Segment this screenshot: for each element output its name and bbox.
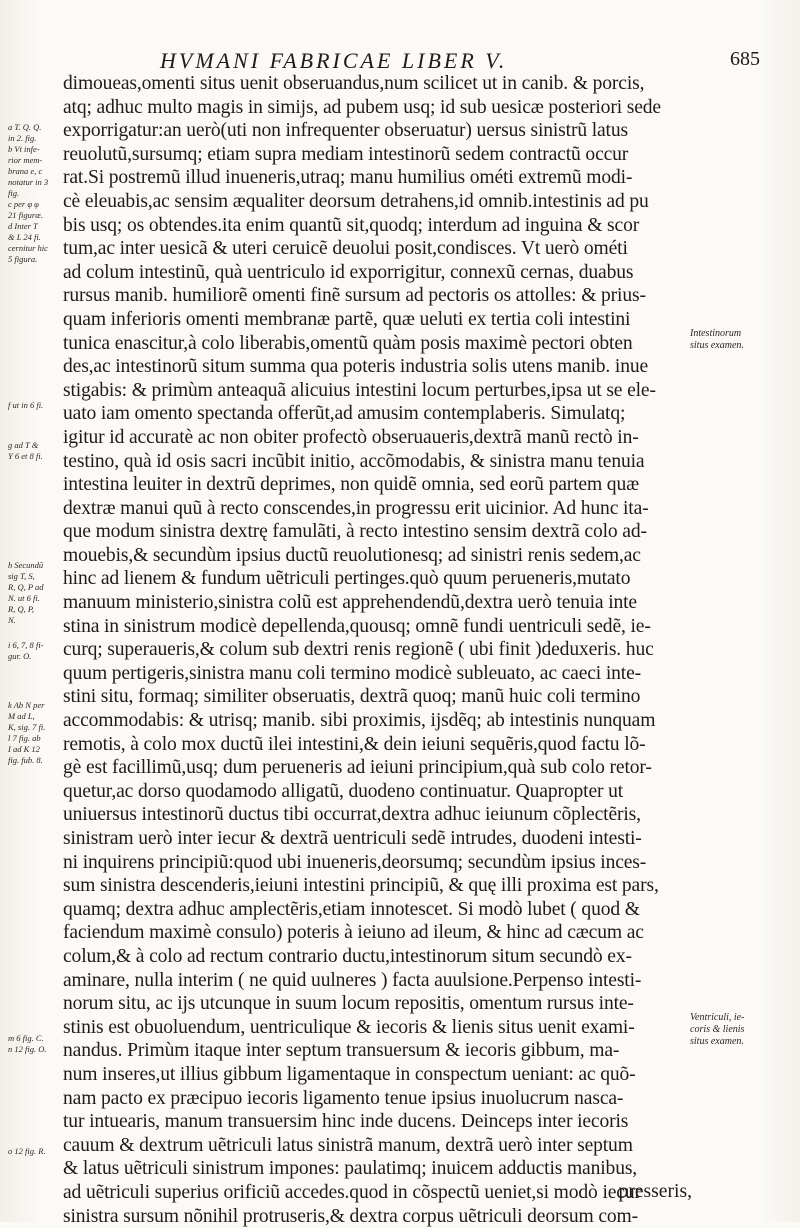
page-number: 685 — [730, 48, 760, 71]
text-line: rat.Si postremũ illud inueneris,utraq; manu humilius ométi extremũ modi- — [63, 166, 685, 190]
text-line: accommodabis: & utrisq; manib. sibi proximis, ijsdẽq; ab intestinis nunquam — [63, 709, 685, 733]
text-line: igitur id accuratè ac non obiter profectò obseruaueris,dextrã manũ rectò in- — [63, 426, 685, 450]
text-line: curq; superaueris,& colum sub dextri renis regionẽ ( ubi finit )deduxeris. huc — [63, 638, 685, 662]
text-line: uato iam omento spectanda offerũt,ad amusim contemplaberis. Simulatq; — [63, 402, 685, 426]
running-head: HVMANI FABRICAE LIBER V. — [160, 48, 507, 74]
text-line: des,ac intestinorũ situm summa qua poteris industria solis utens manib. inue — [63, 355, 685, 379]
text-line: nandus. Primùm itaque inter septum transuersum & iecoris gibbum, ma- — [63, 1039, 685, 1063]
text-line: norum situ, ac ijs utcunque in suum locum repositis, omentum rursus inte- — [63, 992, 685, 1016]
text-line: cè eleuabis,ac sensim æqualiter deorsum detrahens,id omnib.intestinis ad pu — [63, 190, 685, 214]
text-line: tunica enascitur,à colo liberabis,omentũ quàm posis maximè pectori obten — [63, 332, 685, 356]
text-line: que modum sinistra dextrę famulãti, à recto intestino sensim dextrã colo ad- — [63, 520, 685, 544]
text-line: num inseres,ut illius gibbum ligamentaque in conspectum ueniant: ac quõ- — [63, 1063, 685, 1087]
text-line: atq; adhuc multo magis in simijs, ad pubem usq; id sub uesicæ posteriori sede — [63, 96, 685, 120]
text-line: gè est facillimũ,usq; dum perueneris ad ieiuni principium,quà sub colo retor- — [63, 756, 685, 780]
text-line: hinc ad lienem & fundum uẽtriculi pertinges.quò quum perueneris,mutato — [63, 567, 685, 591]
right-marginal-note: Ventriculi, ie- coris & lienis situs examen. — [690, 1012, 790, 1048]
left-marginal-note: k Ab N per M ad L, K, sig. 7 fi. l 7 fig. ab I ad K 12 fig. fub. 8. — [8, 700, 62, 766]
text-line: dimoueas,omenti situs uenit obseruandus,num scilicet ut in canib. & porcis, — [63, 72, 685, 96]
text-line: nam pacto ex præcipuo iecoris ligamento tenue ipsius inuolucrum nasca- — [63, 1087, 685, 1111]
text-line: reuolutũ,sursumq; etiam supra mediam intestinorũ sedem contractũ occur — [63, 143, 685, 167]
left-marginal-note: a T. Q. Q. in 2. fig. b Vt infe- rior mem- brana e, c notatur in 3 fig. c per φ φ 21 figuræ. d Inter T & L 24 fi. cernitur hic 5 figura. — [8, 122, 62, 265]
text-line: tum,ac inter uesicã & uteri ceruicẽ deuolui posit,condisces. Vt uerò ométi — [63, 237, 685, 261]
text-line: tur intuearis, manum transuersim hinc inde ducens. Deinceps inter iecoris — [63, 1110, 685, 1134]
text-line: faciendum maximè consulo) poteris à ieiuno ad ileum, & hinc ad cæcum ac — [63, 921, 685, 945]
text-line: mouebis,& secundùm ipsius ductũ reuolutionesq; ad sinistri renis sedem,ac — [63, 544, 685, 568]
text-line: intestina leuiter in dextrũ deprimes, non quidẽ omnia, sed eorũ partem quæ — [63, 473, 685, 497]
text-line: stigabis: & primùm anteaquã alicuius intestini locum perturbes,ipsa ut se ele- — [63, 379, 685, 403]
text-line: sum sinistra descenderis,ieiuni intestini principiũ, & quę illi proxima est pars, — [63, 874, 685, 898]
text-line: aminare, nulla interim ( ne quid uulneres ) facta auulsione.Perpenso intesti- — [63, 969, 685, 993]
text-line: stinis est obuoluendum, uentriculique & iecoris & lienis situs uenit exami- — [63, 1016, 685, 1040]
text-line: sinistram uerò inter iecur & dextrã uentriculi sedẽ intrudes, duodeni intesti- — [63, 827, 685, 851]
text-line: stini situ, formaq; similiter obseruatis, dextrã quoq; manũ huic coli termino — [63, 685, 685, 709]
text-line: colum,& à colo ad rectum contrario ductu,intestinorum situm secundò ex- — [63, 945, 685, 969]
left-marginal-note: o 12 fig. R. — [8, 1146, 62, 1157]
text-line: rursus manib. humiliorẽ omenti finẽ sursum ad pectoris os attolles: & prius- — [63, 284, 685, 308]
text-line: stina in sinistrum modicè depellenda,quousq; omnẽ fundi uentriculi sedẽ, ie- — [63, 615, 685, 639]
left-marginal-note: i 6, 7, 8 fi- gur. O. — [8, 640, 62, 662]
left-marginal-note: g ad T & Y 6 et 8 fi. — [8, 440, 62, 462]
text-line: sinistra sursum nõnihil protruseris,& dextra corpus uẽtriculi deorsum com- — [63, 1205, 685, 1228]
left-marginal-note: m 6 fig. C. n 12 fig. O. — [8, 1033, 62, 1055]
text-line: cauum & dextrum uẽtriculi latus sinistrã manum, dextrã uerò inter septum — [63, 1134, 685, 1158]
text-line: exporrigatur:an uerò(uti non infrequenter obseruatur) uersus sinistrũ latus — [63, 119, 685, 143]
text-line: remotis, à colo mox ductũ ilei intestini,& dein ieiuni sequẽris,quod factu lõ- — [63, 733, 685, 757]
left-marginal-note: h Secundũ sig T, S, R, Q, P ad N. ut 6 fi. R, Q, P, N. — [8, 560, 62, 626]
text-line: ni inquirens principiũ:quod ubi inueneris,deorsumq; secundùm ipsius inces- — [63, 851, 685, 875]
body-text — [63, 72, 685, 1228]
right-marginal-note: Intestinorum situs examen. — [690, 328, 790, 352]
catchword: presseris, — [619, 1180, 692, 1204]
text-line: uniuersus intestinorũ ductus tibi occurrat,dextra adhuc ieiunum cõplectẽris, — [63, 803, 685, 827]
text-line: quetur,ac dorso quodamodo alligatũ, duodeno continuatur. Quapropter ut — [63, 780, 685, 804]
left-marginal-note: f ut in 6 fi. — [8, 400, 62, 411]
text-line: quum pertigeris,sinistra manu coli termino modicè subleuato, ac caeci inte- — [63, 662, 685, 686]
text-line: quamq; dextra adhuc amplectẽris,etiam innotescet. Si modò lubet ( quod & — [63, 898, 685, 922]
text-line: manuum ministerio,sinistra colũ est apprehendendũ,dextra uerò tenuia inte — [63, 591, 685, 615]
text-line: bis usq; os obtendes.ita enim quantũ sit,quodq; interdum ad inguina & scor — [63, 214, 685, 238]
text-line: & latus uẽtriculi sinistrum impones: paulatimq; inuicem adductis manibus, — [63, 1157, 685, 1181]
text-line: ad colum intestinũ, quà uentriculo id exporrigitur, connexũ cernas, duabus — [63, 261, 685, 285]
text-line: dextræ manui quũ à recto conscendes,in progressu erit uicinior. Ad hunc ita- — [63, 497, 685, 521]
text-line: ad uẽtriculi superius orificiũ accedes.quod in cõspectũ ueniet,si modò iecur — [63, 1181, 685, 1205]
text-line: quam inferioris omenti membranæ partẽ, quæ ueluti ex tertia coli intestini — [63, 308, 685, 332]
text-line: testino, quà id osis sacri incũbit initio, accõmodabis, & sinistra manu tenuia — [63, 450, 685, 474]
